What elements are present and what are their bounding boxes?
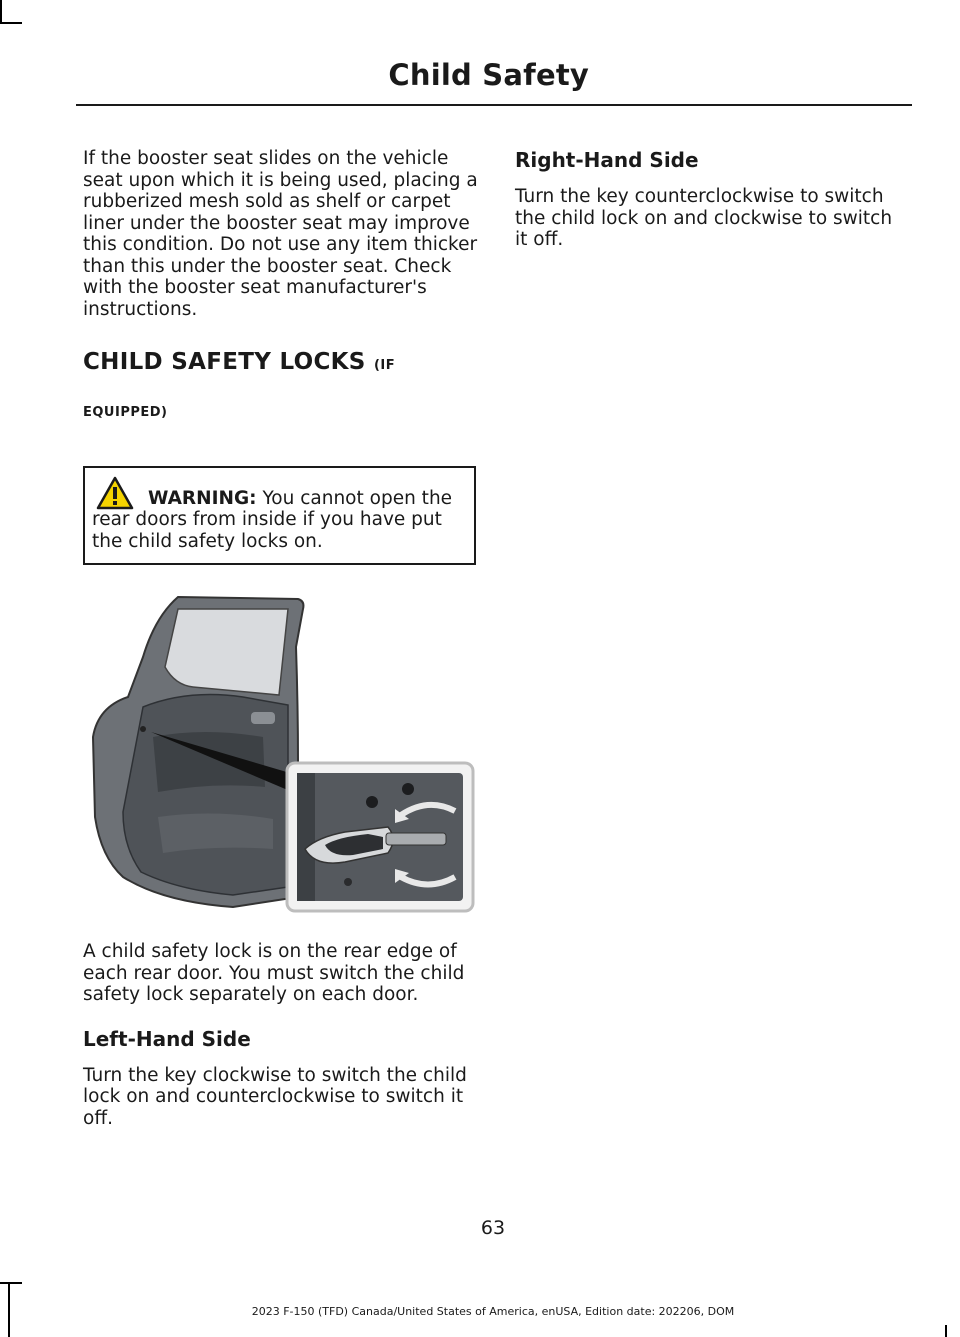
- warning-box: [83, 466, 476, 566]
- left-hand-side-text: Turn the key clockwise to switch the child lock on and counterclockwise to switch it off.: [83, 1064, 467, 1129]
- rear-door-child-lock-illustration: [83, 587, 478, 917]
- right-hand-side-text: Turn the key counterclockwise to switch the child lock on and clockwise to switch it off.: [515, 186, 893, 250]
- crop-mark: [0, 0, 2, 22]
- crop-mark: [0, 1282, 22, 1284]
- header-rule: [76, 104, 912, 106]
- section-title-qualifier-line2: EQUIPPED): [83, 405, 168, 420]
- section-title-main: CHILD SAFETY LOCKS: [83, 349, 366, 375]
- section-title-qualifier: (IF: [373, 358, 396, 373]
- left-column: [83, 148, 478, 1129]
- booster-seat-paragraph: If the booster seat slides on the vehicle seat upon which it is being used, placing a rubberized mesh sold as shelf or carpet liner under the booster seat may improve this condition. Do not use any item thicker than this under the booster seat. Check with the booster seat manufacturer's instructions.: [83, 148, 478, 320]
- crop-mark: [945, 1325, 947, 1337]
- page-header-title: Child Safety: [388, 58, 589, 92]
- right-column: [515, 148, 905, 251]
- warning-lead: WARNING:: [148, 487, 257, 509]
- page-number: 63: [480, 1217, 506, 1239]
- section-title: [83, 348, 478, 380]
- edition-footer: 2023 F-150 (TFD) Canada/United States of America, enUSA, Edition date: 202206, DOM: [251, 1305, 735, 1318]
- child-lock-figure: [83, 587, 478, 917]
- left-hand-side-heading: Left-Hand Side: [83, 1026, 251, 1051]
- crop-mark: [0, 22, 22, 24]
- child-lock-description: A child safety lock is on the rear edge of each rear door. You must switch the child safety lock separately on each door.: [83, 941, 465, 1005]
- right-hand-side-heading: Right-Hand Side: [515, 148, 699, 172]
- warning-triangle-icon: [96, 476, 134, 510]
- warning-text: You cannot open the rear doors from inside if you have put the child safety locks on.: [92, 487, 453, 552]
